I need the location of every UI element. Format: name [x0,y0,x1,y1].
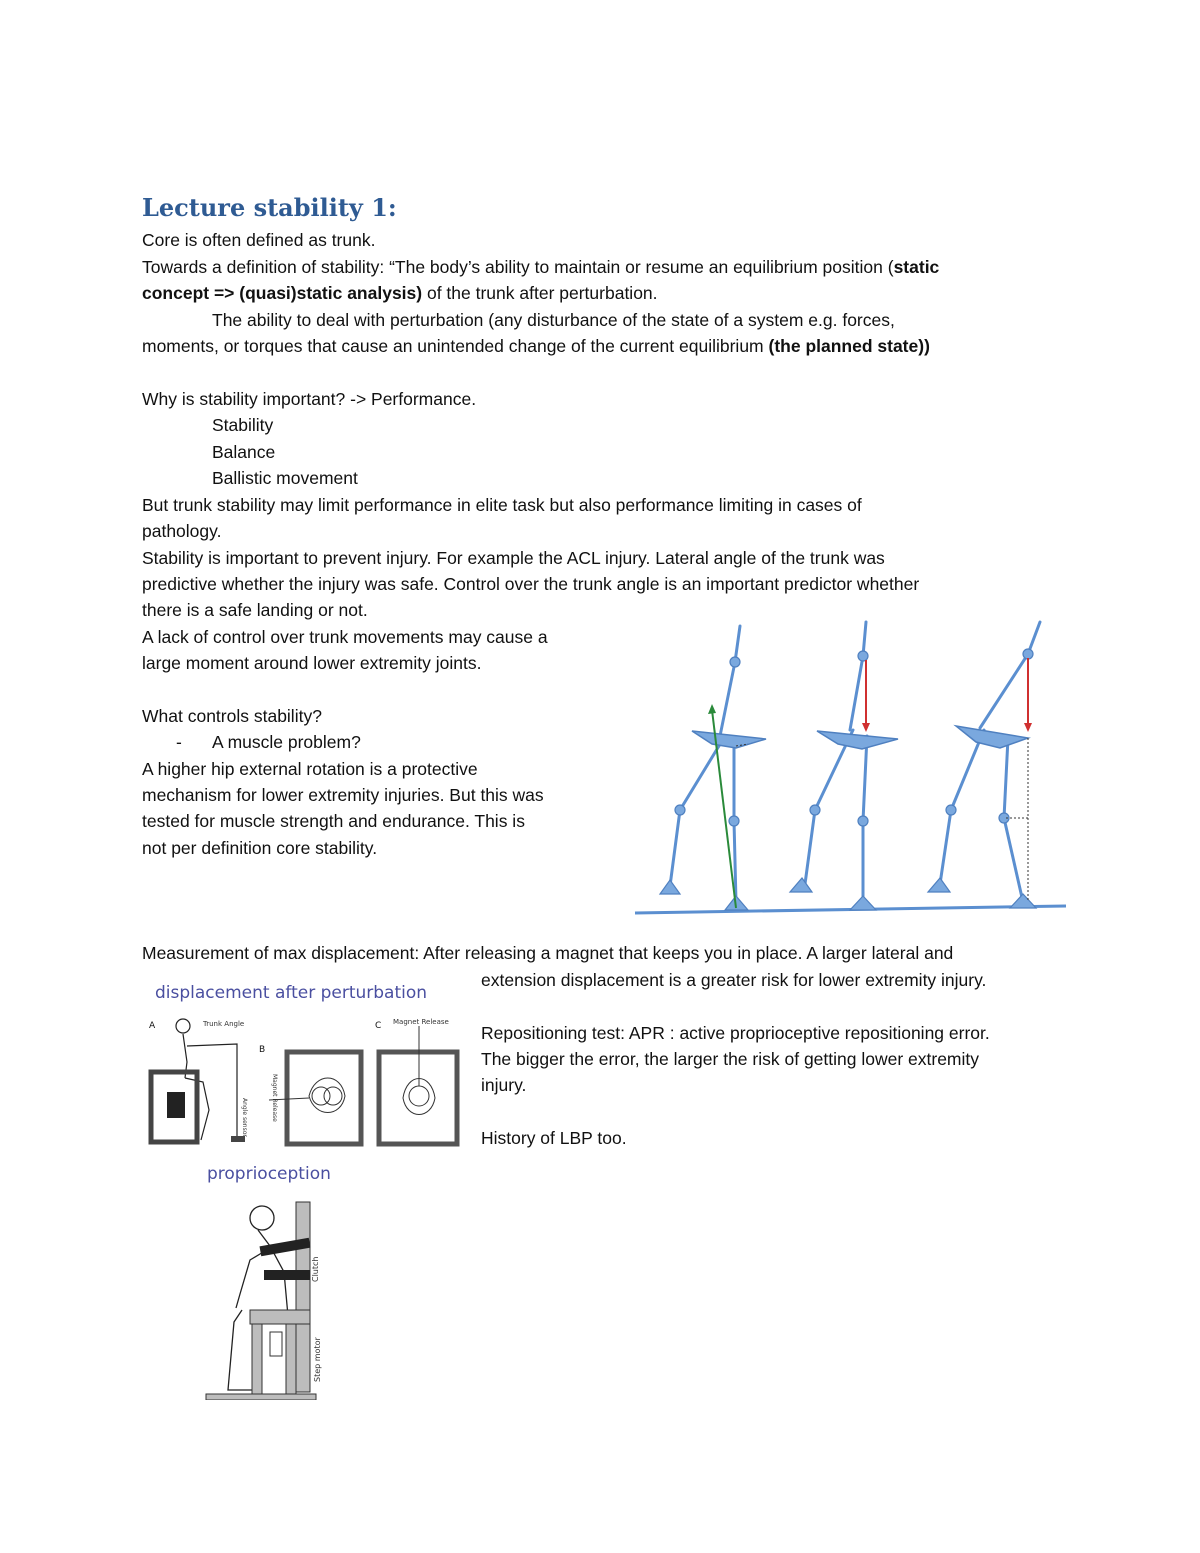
text-line: predictive whether the injury was safe. Control over the trunk angle is an important predictor whether [142,574,920,594]
text-line: not per definition core stability. [142,838,378,858]
list-item: Balance [212,442,276,462]
panel-c-label: C [375,1021,382,1031]
text-line: extension displacement is a greater risk for lower extremity injury. [481,970,987,990]
figure-heading-proprioception: proprioception [207,1164,331,1184]
text-line: pathology. [142,521,222,541]
text-line: Towards a definition of stability: “The body’s ability to maintain or resume an equilibrium position (static [142,257,940,277]
list-item: Stability [212,415,274,435]
text-line: History of LBP too. [481,1128,627,1148]
text-line: The ability to deal with perturbation (any disturbance of the state of a system e.g. forces, [212,310,895,330]
figure-heading-displacement: displacement after perturbation [155,983,428,1003]
list-item: A muscle problem? [212,732,361,752]
page-title: Lecture stability 1: [142,193,397,222]
displacement-apparatus-diagram [145,1012,470,1150]
step-motor-label: Step motor [313,1337,322,1382]
text-line: injury. [481,1075,527,1095]
panel-b-label: B [259,1045,266,1055]
list-item: Ballistic movement [212,468,358,488]
angle-sensor-label: Angle sensor [241,1098,248,1137]
text-line: Measurement of max displacement: After releasing a magnet that keeps you in place. A larger lateral and [142,943,954,963]
magnet-release-b-label: Magnet Release [271,1074,278,1122]
text-line: Repositioning test: APR : active proprioceptive repositioning error. [481,1023,990,1043]
trunk-angle-label: Trunk Angle [203,1020,245,1028]
text-line: there is a safe landing or not. [142,600,368,620]
text-line: tested for muscle strength and endurance. This is [142,811,525,831]
list-bullet: - [176,732,182,752]
text-line: Why is stability important? -> Performance. [142,389,477,409]
text-line: The bigger the error, the larger the risk of getting lower extremity [481,1049,980,1069]
text-line: But trunk stability may limit performance in elite task but also performance limiting in cases of [142,495,862,515]
text-line: A higher hip external rotation is a protective [142,759,478,779]
clutch-label: Clutch [311,1256,320,1282]
panel-a-label: A [149,1021,156,1031]
text-line: mechanism for lower extremity injuries. But this was [142,785,544,805]
text-line: Stability is important to prevent injury. For example the ACL injury. Lateral angle of the trunk was [142,548,885,568]
stick-figure-landing-illustration [630,618,1072,918]
text-line: concept => (quasi)static analysis) of the trunk after perturbation. [142,283,658,303]
text-line: moments, or torques that cause an unintended change of the current equilibrium (the planned state)) [142,336,930,356]
magnet-release-c-label: Magnet Release [393,1018,449,1026]
text-line: Core is often defined as trunk. [142,230,376,250]
text-line: A lack of control over trunk movements may cause a [142,627,548,647]
proprioception-chair-diagram [200,1198,360,1400]
text-line: large moment around lower extremity joints. [142,653,482,673]
text-line: What controls stability? [142,706,322,726]
